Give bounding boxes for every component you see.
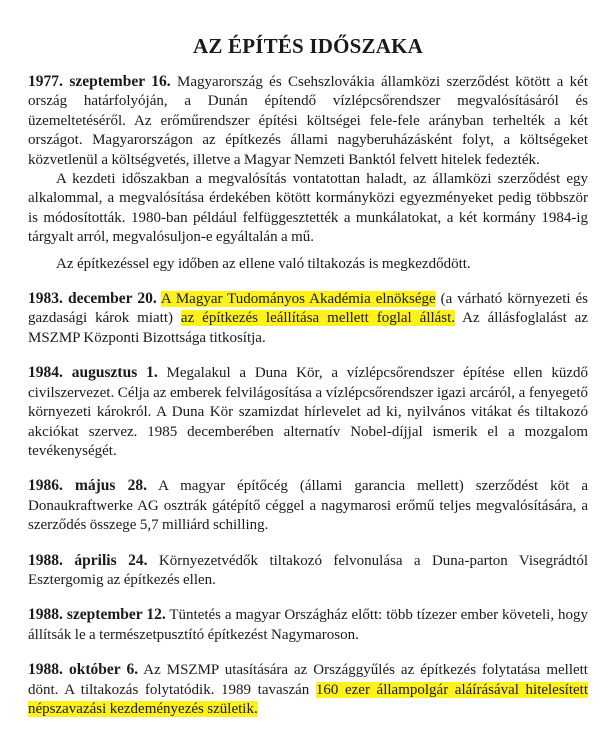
chronology — [28, 72, 588, 719]
entry-date: 1983. december 20. — [28, 290, 157, 308]
entry-1977-paragraph-3: Az építkezéssel egy időben az ellene való tiltakozás is megkezdődött. — [56, 255, 471, 272]
entry-1988-october — [28, 660, 588, 719]
highlighted-text: 160 ezer állampolgár aláírásával hitelesített népszavazási kezdeményezés születik. — [28, 681, 589, 717]
entry-1977 — [28, 72, 588, 274]
entry-text: Környezetvédők tiltakozó felvonulása a Duna-parton Visegrádtól Esztergomig az építkezés ellen. — [28, 552, 588, 588]
entry-date: 1984. augusztus 1. — [28, 364, 158, 382]
entry-date: 1986. május 28. — [28, 477, 147, 495]
entry-text: A magyar építőcég (állami garancia mellett) szerződést köt a Donaukraftwerke AG osztrák gátépítő céggel a nagymarosi erőmű teljes megvalósítására, a szerződés összege 5,7 milliárd schilling. — [28, 478, 588, 534]
entry-1977-paragraph-1 — [28, 72, 588, 170]
entry-date: 1988. szeptember 12. — [28, 606, 166, 624]
entry-1984 — [28, 363, 588, 461]
highlighted-text: A Magyar Tudományos Akadémia elnöksége — [160, 291, 436, 308]
entry-date: 1977. szeptember 16. — [28, 73, 171, 90]
entry-text: Tüntetés a magyar Országház előtt: több tízezer ember követeli, hogy állítsák le a természetpusztító építkezést Nagymaroson. — [28, 607, 588, 643]
entry-1986 — [28, 476, 588, 535]
entry-1988-september — [28, 605, 588, 645]
entry-text: Magyarország és Csehszlovákia államközi szerződést kötött a két ország határfolyóján, a Dunán építendő vízlépcsőrendszer megvalósításáról és üzemeltetéséről. Az erőműrendszer építési költségei fele-fele arányban terhelték a két országot. Magyarországon az építkezés állami nagyberuházásként folyt, a költségeket közvetlenül a költségvetés, illetve a Magyar Nemzeti Banktól felvett hitelek fedezték. — [28, 74, 588, 168]
entry-1988-april-paragraph — [28, 551, 588, 591]
page-title: AZ ÉPÍTÉS IDŐSZAKA — [193, 34, 423, 58]
entry-1977-paragraph-2: A kezdeti időszakban a megvalósítás vontatottan haladt, az államközi szerződést egy alkalommal, a megvalósítása érdekében kötött kormányközi egyezményeket pedig többször is módosították. 1980-ban például felfüggesztették a munkálatokat, a két kormány 1984-ig tárgyalt arról, megvalósuljon-e egyáltalán a mű. — [28, 171, 588, 246]
entry-1988-september-paragraph — [28, 605, 588, 645]
entry-date: 1988. október 6. — [28, 661, 139, 679]
entry-1983-paragraph: 1983. december 20. A Magyar Tudományos Akadémia elnöksége (a várható környezeti és gazdasági károk miatt) az építkezés leállítása mellett foglal állást. Az állásfoglalást az MSZMP Központi Bizottsága titkosítja. — [28, 290, 589, 346]
entry-1984-paragraph — [28, 363, 588, 461]
entry-date: 1988. április 24. — [28, 551, 148, 569]
entry-1988-april — [28, 551, 588, 591]
entry-1986-paragraph — [28, 476, 588, 535]
highlighted-text: az építkezés leállítása mellett foglal állást. — [180, 310, 456, 327]
entry-text: Megalakul a Duna Kör, a vízlépcsőrendszer építése ellen küzdő civilszervezet. Célja az emberek felvilágosítása a vízlépcsőrendszer igazi arcáról, a fenyegető környezeti károkról. A Duna Kör szamizdat hírlevelet ad ki, nyilvános vitákat és tiltakozó akciókat szervez. 1985 decemberében alternatív Nobel-díjjal ismerik el a mozgalom tevékenységét. — [28, 365, 588, 459]
entry-1988-october-paragraph: 1988. október 6. Az MSZMP utasítására az Országgyűlés az építkezés folytatása mellett dönt. A tiltakozás folytatódik. 1989 tavaszán 160 ezer állampolgár aláírásával hitelesített népszavazási kezdeményezés születik. — [28, 661, 589, 717]
entry-1983 — [28, 289, 588, 348]
